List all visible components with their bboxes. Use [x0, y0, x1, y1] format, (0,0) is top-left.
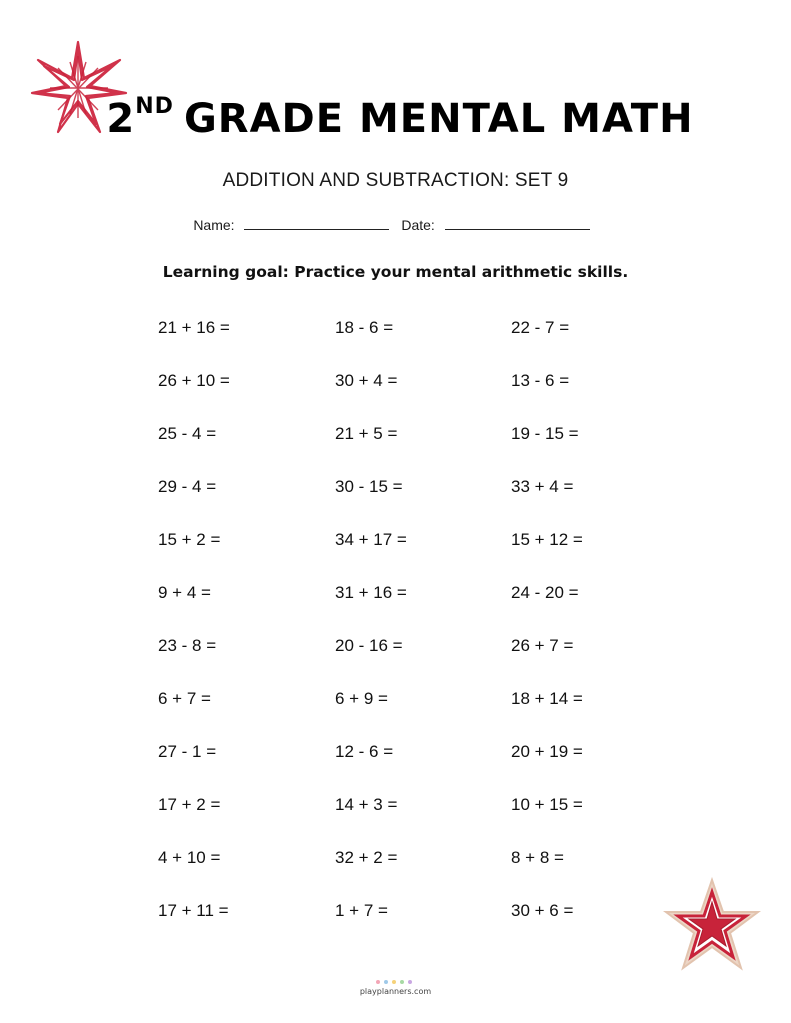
problem: 10 + 15 = [511, 795, 583, 814]
problem-row [158, 424, 678, 477]
problem-row [158, 689, 678, 742]
page-title: 2ND GRADE MENTAL MATH [106, 94, 694, 142]
problem: 25 - 4 = [158, 424, 217, 443]
name-label: Name: [193, 217, 235, 233]
date-field[interactable] [445, 217, 590, 230]
problem: 4 + 10 = [158, 848, 221, 867]
problem-row [158, 901, 678, 954]
problem-row [158, 795, 678, 848]
problem-row [158, 848, 678, 901]
problem: 15 + 12 = [511, 530, 583, 549]
problem: 18 - 6 = [335, 318, 394, 337]
name-field[interactable] [244, 217, 389, 230]
problem: 34 + 17 = [335, 530, 407, 549]
problem-row [158, 530, 678, 583]
problem-row [158, 318, 678, 371]
problem: 17 + 2 = [158, 795, 221, 814]
problem: 20 + 19 = [511, 742, 583, 761]
problem: 17 + 11 = [158, 901, 229, 920]
problem: 30 + 4 = [335, 371, 398, 390]
problem: 21 + 16 = [158, 318, 230, 337]
problem: 6 + 9 = [335, 689, 388, 708]
problem: 30 - 15 = [335, 477, 403, 496]
problem: 33 + 4 = [511, 477, 574, 496]
problem: 22 - 7 = [511, 318, 570, 337]
problem: 19 - 15 = [511, 424, 579, 443]
problem: 32 + 2 = [335, 848, 398, 867]
problem: 15 + 2 = [158, 530, 221, 549]
problem: 20 - 16 = [335, 636, 403, 655]
problem: 21 + 5 = [335, 424, 398, 443]
problem: 6 + 7 = [158, 689, 211, 708]
problem: 29 - 4 = [158, 477, 217, 496]
problem-row [158, 742, 678, 795]
problem: 14 + 3 = [335, 795, 398, 814]
problem-row [158, 477, 678, 530]
problem: 30 + 6 = [511, 901, 574, 920]
problem-row [158, 636, 678, 689]
problem: 24 - 20 = [511, 583, 579, 602]
problem: 12 - 6 = [335, 742, 394, 761]
problem: 9 + 4 = [158, 583, 211, 602]
brand-logo-icon [366, 978, 426, 986]
problem: 27 - 1 = [158, 742, 217, 761]
problem: 18 + 14 = [511, 689, 583, 708]
problem: 8 + 8 = [511, 848, 564, 867]
problem: 31 + 16 = [335, 583, 407, 602]
problem-row [158, 371, 678, 424]
name-date-row [0, 217, 791, 233]
problem: 26 + 7 = [511, 636, 574, 655]
problem: 26 + 10 = [158, 371, 230, 390]
page-subtitle: ADDITION AND SUBTRACTION: SET 9 [222, 170, 569, 191]
learning-goal: Learning goal: Practice your mental arithmetic skills. [162, 263, 629, 281]
problem: 23 - 8 = [158, 636, 217, 655]
problem: 1 + 7 = [335, 901, 388, 920]
problem: 13 - 6 = [511, 371, 570, 390]
problem-grid [158, 318, 678, 954]
outlined-star-icon [662, 876, 762, 976]
date-label: Date: [401, 217, 435, 233]
problem-row [158, 583, 678, 636]
footer-brand-text: playplanners.com [359, 987, 432, 996]
footer-brand [0, 978, 791, 996]
